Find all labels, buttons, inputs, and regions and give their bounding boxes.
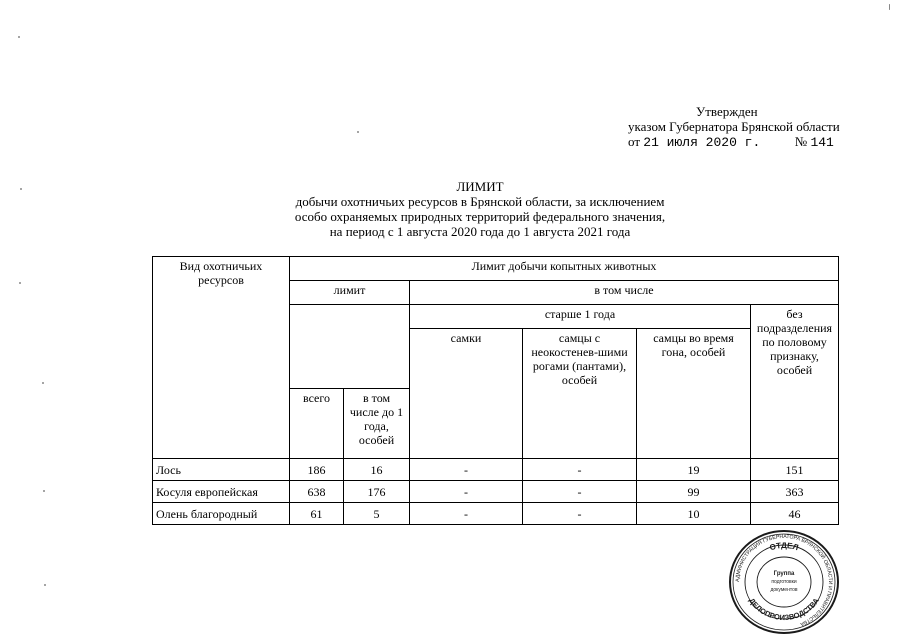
- row-rut: 99: [637, 481, 751, 503]
- row-nosex: 363: [751, 481, 839, 503]
- table-row: [153, 503, 839, 525]
- row-females: -: [410, 503, 523, 525]
- table-row: [153, 481, 839, 503]
- row-total: 186: [290, 459, 344, 481]
- stamp-outer-text: АДМИНИСТРАЦИЯ ГУБЕРНАТОРА БРЯНСКОЙ ОБЛАСТИ И ПРАВИТЕЛЬСТВА: [734, 533, 834, 627]
- row-under1: 5: [344, 503, 410, 525]
- document-title: [250, 179, 710, 239]
- scan-speck: [18, 36, 20, 38]
- row-rut: 19: [637, 459, 751, 481]
- header-group: Лимит добычи копытных животных: [290, 257, 839, 281]
- scan-speck: [19, 282, 21, 284]
- stamp-ring-top: ОТДЕЛ: [768, 540, 800, 553]
- title-line1: добычи охотничьих ресурсов в Брянской области, за исключением: [295, 194, 665, 209]
- scan-speck: [357, 131, 359, 133]
- header-including: в том числе: [410, 281, 839, 305]
- title-line3: на период с 1 августа 2020 года до 1 августа 2021 года: [329, 224, 631, 239]
- table-row: [153, 459, 839, 481]
- number-value: 141: [810, 135, 834, 150]
- row-total: 61: [290, 503, 344, 525]
- row-under1: 176: [344, 481, 410, 503]
- limits-table: [152, 256, 839, 525]
- stamp-ring-bottom: ДЕЛОПРОИЗВОДСТВА: [747, 596, 821, 623]
- scan-speck: [42, 382, 44, 384]
- stamp-inner-line2: подготовки: [771, 579, 797, 585]
- row-females: -: [410, 481, 523, 503]
- scan-speck: [20, 188, 22, 190]
- row-species: Олень благородный: [153, 503, 290, 525]
- row-under1: 16: [344, 459, 410, 481]
- scan-speck: [889, 4, 890, 10]
- header-females: самки: [410, 329, 523, 459]
- row-species: Косуля европейская: [153, 481, 290, 503]
- date-value: 21 июля 2020 г.: [643, 135, 761, 150]
- header-total: всего: [290, 389, 344, 459]
- row-nosex: 151: [751, 459, 839, 481]
- approval-line2: указом Губернатора Брянской области: [628, 119, 840, 134]
- scan-speck: [44, 584, 46, 586]
- row-velvet: -: [523, 481, 637, 503]
- title-heading: ЛИМИТ: [456, 179, 504, 194]
- header-males-velvet: самцы с неокостенев-шими рогами (пантами), особей: [523, 329, 637, 459]
- row-females: -: [410, 459, 523, 481]
- stamp-inner-line1: Группа: [773, 571, 795, 577]
- row-rut: 10: [637, 503, 751, 525]
- row-velvet: -: [523, 503, 637, 525]
- number-prefix: №: [794, 134, 808, 149]
- row-nosex: 46: [751, 503, 839, 525]
- svg-text:ОТДЕЛ: [769, 541, 800, 552]
- approval-date-line: [628, 134, 868, 150]
- row-species: Лось: [153, 459, 290, 481]
- date-prefix: от: [628, 134, 641, 149]
- header-species: Вид охотничьих ресурсов: [153, 257, 290, 459]
- header-limit: лимит: [290, 281, 410, 305]
- header-under1: в том числе до 1 года, особей: [344, 389, 410, 459]
- header-males-rut: самцы во время гона, особей: [637, 329, 751, 459]
- official-stamp: [728, 530, 840, 635]
- header-limit-blank: [290, 305, 410, 389]
- title-line2: особо охраняемых природных территорий федерального значения,: [294, 209, 666, 224]
- approval-block: [628, 104, 868, 150]
- header-no-sex: без подразделения по половому признаку, особей: [751, 305, 839, 459]
- header-older: старше 1 года: [410, 305, 751, 329]
- approval-line1: Утвержден: [696, 104, 758, 119]
- stamp-inner-line3: документов: [770, 587, 798, 593]
- scan-speck: [43, 490, 45, 492]
- row-total: 638: [290, 481, 344, 503]
- row-velvet: -: [523, 459, 637, 481]
